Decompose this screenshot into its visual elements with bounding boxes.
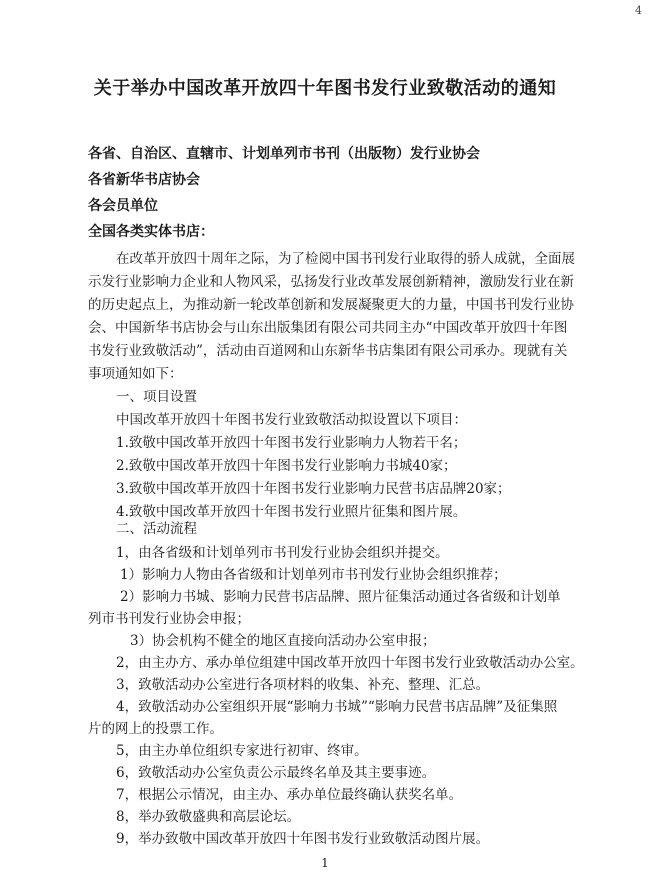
section-heading: 二、活动流程 (116, 521, 197, 537)
recipient-line: 全国各类实体书店： (88, 224, 214, 240)
intro-paragraph-line: 事项通知如下： (88, 366, 183, 382)
intro-paragraph-line: 的历史起点上，为推动新一轮改革创新和发展凝聚更大的力量，中国书刊发行业协 (88, 297, 574, 313)
intro-paragraph-line: 示发行业影响力企业和人物风采，弘扬发行业改革发展创新精神，激励发行业在新 (88, 274, 574, 290)
section-heading: 一、项目设置 (116, 389, 197, 405)
process-step: 4，致敬活动办公室组织开展“影响力书城”“影响力民营书店品牌”及征集照 (116, 699, 558, 715)
process-substep: 3）协会机构不健全的地区直接向活动办公室申报； (130, 633, 436, 649)
project-item: 3.致敬中国改革开放四十年图书发行业影响力民营书店品牌20家； (116, 481, 511, 497)
process-step: 5，由主办单位组织专家进行初审、终审。 (116, 743, 368, 759)
recipient-line: 各省新华书店协会 (88, 172, 200, 188)
intro-paragraph-line: 会、中国新华书店协会与山东出版集团有限公司共同主办“中国改革开放四十年图 (88, 320, 568, 336)
process-substep: 列市书刊发行业协会申报； (88, 611, 250, 627)
project-item: 2.致敬中国改革开放四十年图书发行业影响力书城40家； (116, 458, 457, 474)
recipient-line: 各会员单位 (88, 198, 158, 214)
intro-paragraph-line: 在改革开放四十周年之际，为了检阅中国书刊发行业取得的骄人成就，全面展 (116, 251, 575, 267)
process-step: 片的网上的投票工作。 (88, 721, 223, 737)
corner-mark: 4 (635, 4, 642, 17)
project-item: 4.致敬中国改革开放四十年图书发行业照片征集和图片展。 (116, 504, 467, 520)
process-step: 2，由主办方、承办单位组建中国改革开放四十年图书发行业致敬活动办公室。 (116, 655, 584, 671)
page-number: 1 (321, 856, 329, 870)
process-step: 6，致敬活动办公室负责公示最终名单及其主要事迹。 (116, 765, 436, 781)
recipient-line: 各省、自治区、直辖市、计划单列市书刊（出版物）发行业协会 (88, 146, 480, 162)
process-step: 1，由各省级和计划单列市书刊发行业协会组织并提交。 (116, 545, 449, 561)
process-step: 8，举办致敬盛典和高层论坛。 (116, 809, 301, 825)
process-step: 7，根据公示情况，由主办、承办单位最终确认获奖名单。 (116, 787, 463, 803)
process-step: 9，举办致敬中国改革开放四十年图书发行业致敬活动图片展。 (116, 831, 490, 847)
document-title: 关于举办中国改革开放四十年图书发行业致敬活动的通知 (93, 78, 557, 99)
intro-paragraph-line: 书发行业致敬活动”，活动由百道网和山东新华书店集团有限公司承办。现就有关 (88, 343, 568, 359)
process-substep: 2）影响力书城、影响力民营书店品牌、照片征集活动通过各省级和计划单 (120, 589, 561, 605)
section-lead: 中国改革开放四十年图书发行业致敬活动拟设置以下项目： (116, 412, 467, 428)
process-substep: 1）影响力人物由各省级和计划单列市书刊发行业协会组织推荐； (120, 567, 507, 583)
process-step: 3，致敬活动办公室进行各项材料的收集、补充、整理、汇总。 (116, 677, 490, 693)
project-item: 1.致敬中国改革开放四十年图书发行业影响力人物若干名； (116, 435, 467, 451)
